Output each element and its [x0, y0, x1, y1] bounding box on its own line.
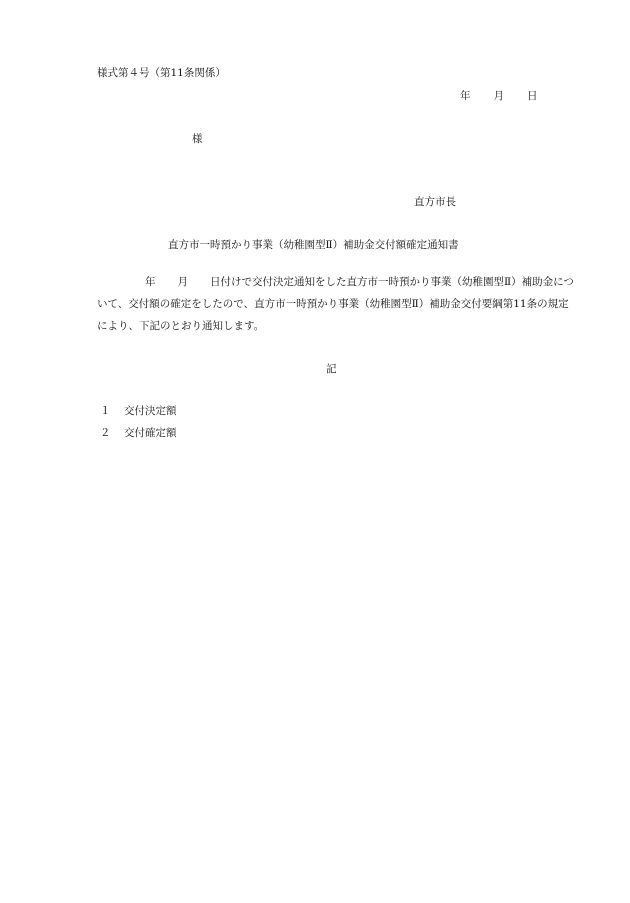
- document-title: 直方市一時預かり事業（幼稚園型Ⅱ）補助金交付額確定通知書: [168, 239, 459, 251]
- item-label: 交付決定額: [124, 405, 177, 417]
- body-paragraph: [97, 271, 577, 337]
- date-year: 年: [460, 90, 471, 102]
- list-item: [97, 404, 177, 418]
- item-number: １: [100, 405, 111, 417]
- body-month: 月: [177, 276, 188, 288]
- date-month: 月: [493, 90, 504, 102]
- date-line: [460, 89, 538, 103]
- body-year: 年: [145, 276, 156, 288]
- addressee-suffix: 様: [192, 133, 203, 145]
- list-item: [97, 426, 177, 440]
- date-day: 日: [527, 90, 538, 102]
- item-number: ２: [100, 427, 111, 439]
- item-label: 交付確定額: [124, 427, 177, 439]
- body-text: 日付けで交付決定通知をした直方市一時預かり事業（幼稚園型Ⅱ）補助金について、交付額の確定をしたので、直方市一時預かり事業（幼稚園型Ⅱ）補助金交付要綱第11条の規定により、下記のとおり通知します。: [97, 276, 574, 332]
- issuer-name: 直方市長: [414, 196, 456, 208]
- form-number: 様式第４号（第11条関係）: [97, 67, 226, 79]
- ki-heading: 記: [326, 363, 337, 375]
